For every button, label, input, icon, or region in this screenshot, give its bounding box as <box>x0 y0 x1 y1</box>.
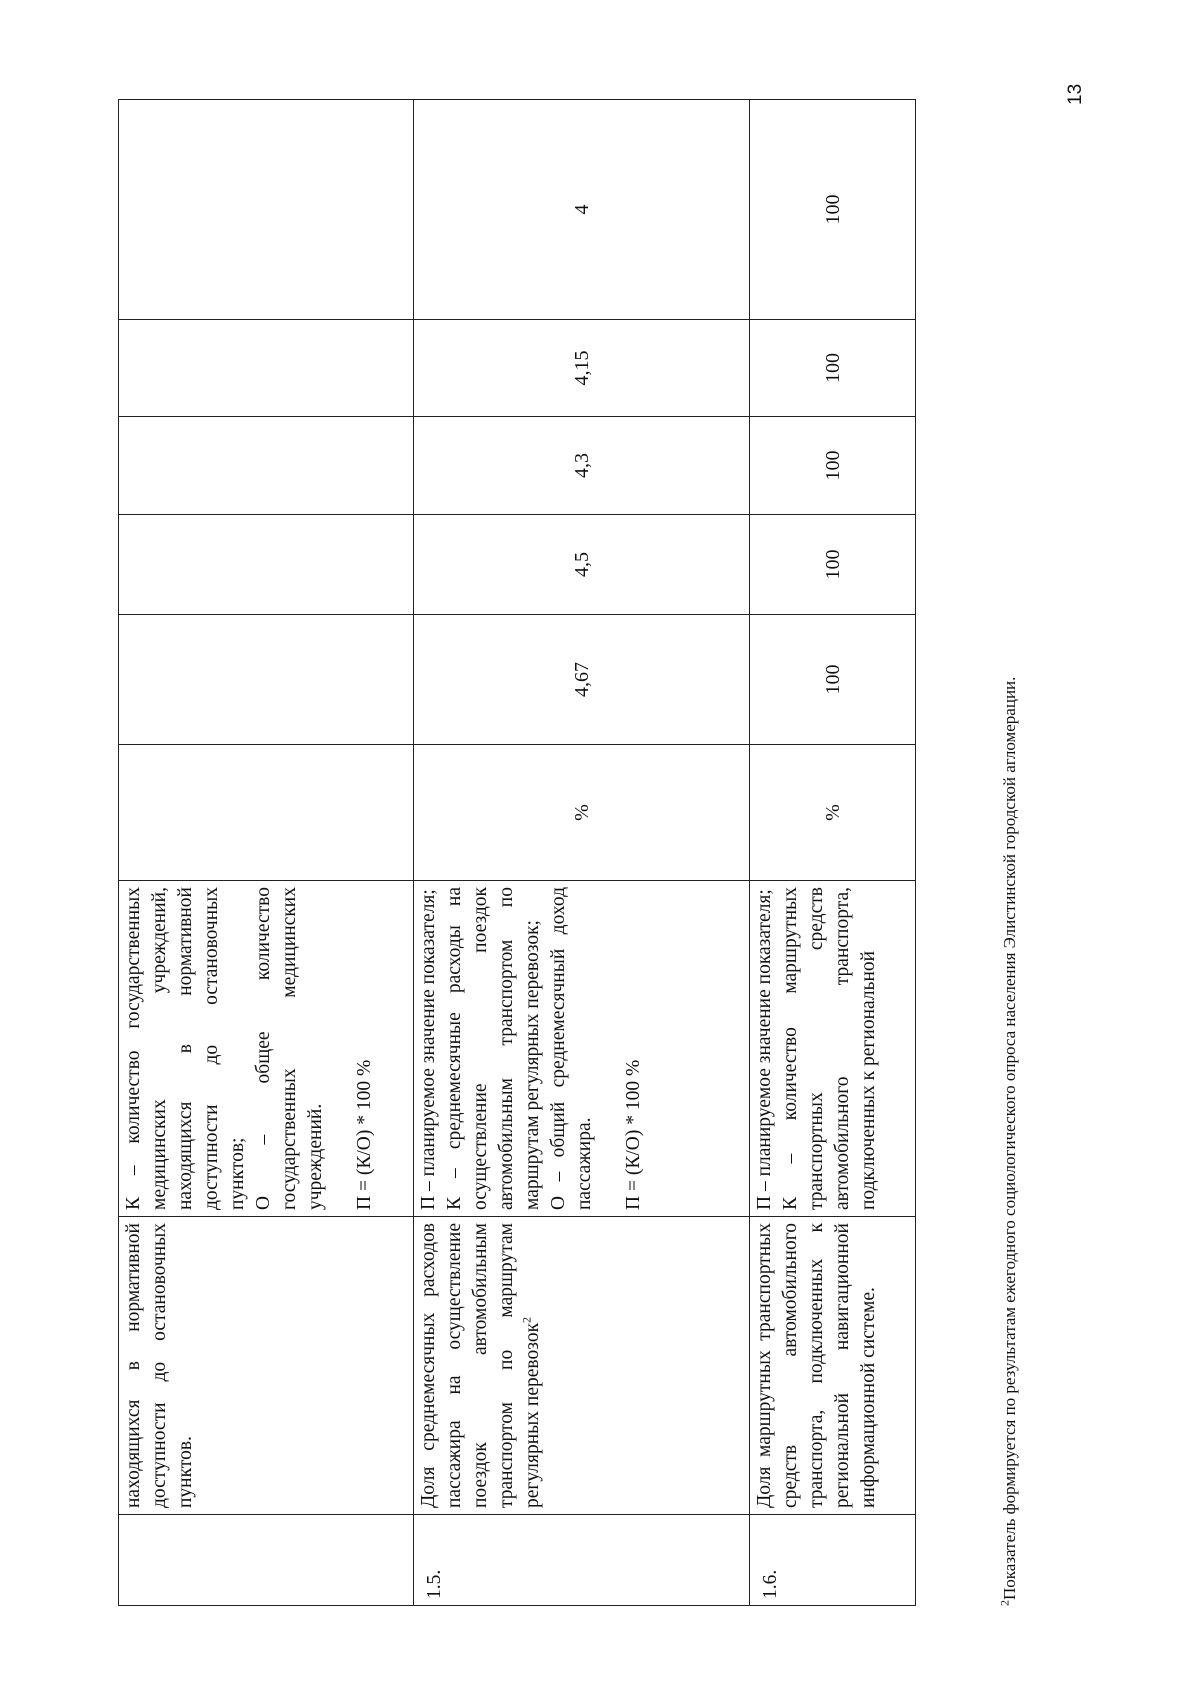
footnote-mark: 2 <box>519 1316 534 1323</box>
value-cell: 100 <box>750 320 916 417</box>
footnote-mark: 2 <box>997 1600 1012 1606</box>
page-number: 13 <box>1065 83 1086 105</box>
calc-line: П – планируемое значение показателя; <box>418 889 439 1210</box>
value-cell: 4,5 <box>414 515 750 615</box>
indicator-name-text: Доля среднемесячных расходов пассажира на осуществление поездок автомобильным транспортом по маршрутам регулярных перевозок <box>418 1223 543 1508</box>
calc-line: К – среднемесячные расходы на осуществление поездок автомобильным транспортом по маршрутам регулярных перевозок; <box>444 887 543 1210</box>
calc-line: О – общее количество государственных медицинских учреждений. <box>253 887 326 1210</box>
indicator-name: Доля маршрутных транспортных средств автомобильного транспорта, подключенных к региональной навигационной информационной системе. <box>750 1217 916 1515</box>
calculation-method <box>119 881 414 1217</box>
value-cell: 100 <box>750 100 916 320</box>
row-number: 1.6. <box>750 1515 916 1606</box>
row-number <box>119 1515 414 1606</box>
value-cell <box>119 100 414 320</box>
value-cell: 100 <box>750 515 916 615</box>
table-row <box>119 100 414 1606</box>
indicator-name: находящихся в нормативной доступности до остановочных пунктов. <box>119 1217 414 1515</box>
value-cell: 100 <box>750 417 916 515</box>
value-cell: 4,3 <box>414 417 750 515</box>
value-cell: 4,15 <box>414 320 750 417</box>
calculation-method <box>750 881 916 1217</box>
value-cell: 4 <box>414 100 750 320</box>
table-row <box>414 100 750 1606</box>
unit <box>119 745 414 881</box>
calc-formula: П = (К/О) * 100 % <box>623 1059 644 1210</box>
unit: % <box>414 745 750 881</box>
calc-line: О – общий среднемесячный доход пассажира. <box>548 887 595 1210</box>
value-cell <box>119 615 414 745</box>
value-cell <box>119 320 414 417</box>
calc-line: П – планируемое значение показателя; <box>754 889 775 1210</box>
value-cell: 4,67 <box>414 615 750 745</box>
row-number: 1.5. <box>414 1515 750 1606</box>
calc-formula: П = (К/О) * 100 % <box>354 1059 375 1210</box>
indicator-name <box>414 1217 750 1515</box>
value-cell <box>119 417 414 515</box>
value-cell <box>119 515 414 615</box>
calc-line: К – количество государственных медицинских учреждений, находящихся в нормативной доступности до остановочных пунктов; <box>123 887 248 1210</box>
value-cell: 100 <box>750 615 916 745</box>
unit: % <box>750 745 916 881</box>
footnote <box>997 106 1020 1606</box>
calc-line: К – количество маршрутных транспортных средств автомобильного транспорта, подключенных к региональной <box>780 887 879 1210</box>
indicators-table <box>118 99 916 1606</box>
calculation-method <box>414 881 750 1217</box>
table-row <box>750 100 916 1606</box>
footnote-text: Показатель формируется по результатам ежегодного социологического опроса населения Элистинской городской агломерации. <box>1000 676 1019 1600</box>
